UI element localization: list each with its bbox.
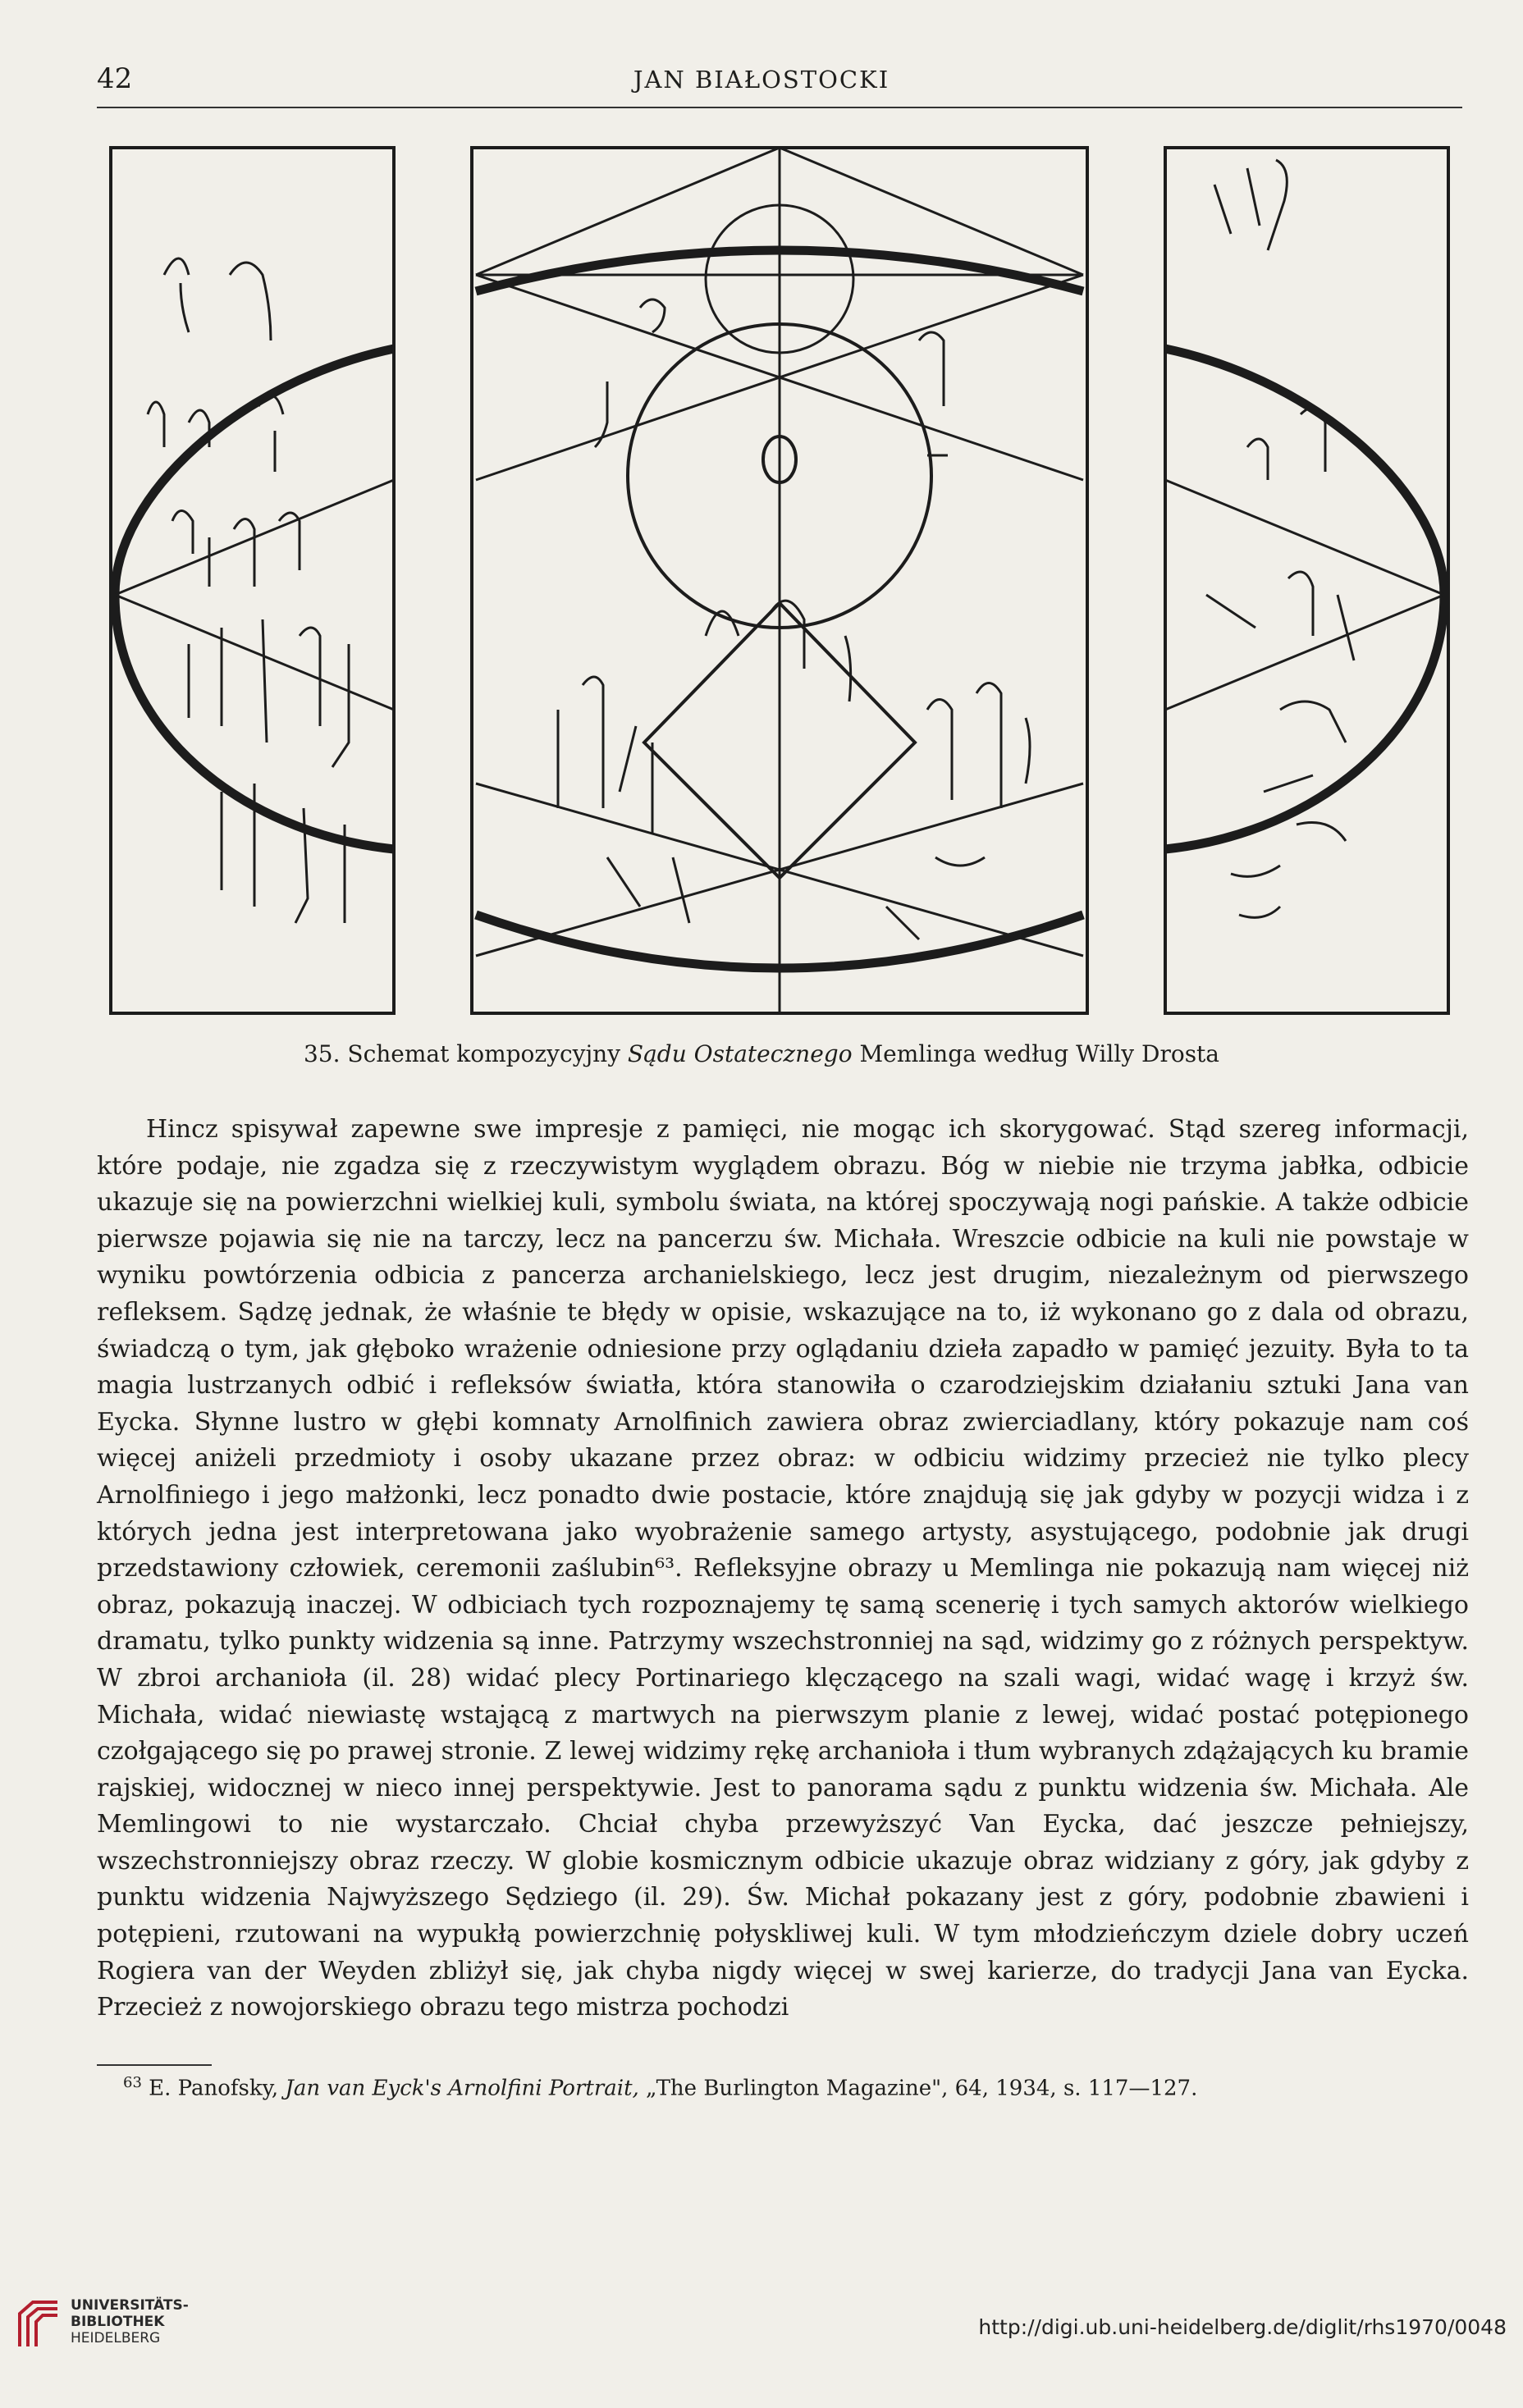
library-logo-icon [15,2297,62,2350]
running-head: JAN BIAŁOSTOCKI [633,66,890,94]
header-rule [97,107,1462,108]
footnote: $^{63}$ E. Panofsky, Jan van Eyck's Arnolfini Portrait, „The Burlington Magazine", 64, 1934, s. 117—127. [123,2074,1198,2101]
page-number: 42 [97,62,133,95]
center-panel [472,148,1087,1013]
composition-diagram [98,135,1461,1021]
right-panel [1165,148,1448,1013]
source-url[interactable]: http://digi.ub.uni-heidelberg.de/diglit/rhs1970/0048 [978,2315,1507,2339]
paragraph: Hincz spisywał zapewne swe impresje z pamięci, nie mogąc ich skorygować. Stąd szereg informacji, które podaje, nie zgadza się z rzeczywistym wyglądem obrazu. Bóg w niebie nie trzyma jabłka, odbicie ukazuje się na powierzchni wielkiej kuli, symbolu świata, na której spoczywają nogi pańskie. A także odbicie pierwsze pojawia się nie na tarczy, lecz na pancerzu św. Michała. Wreszcie odbicie na kuli nie powstaje w wyniku powtórzenia odbicia z pancerza archanielskiego, lecz jest drugim, niezależnym od pierwszego refleksem. Sądzę jednak, że właśnie te błędy w opisie, wskazujące na to, iż wykonano go z dala od obrazu, świadczą o tym, jak głęboko wrażenie odniesione przy oglądaniu dzieła zapadło w pamięć jezuity. Była to ta magia lustrzanych odbić i refleksów światła, która stanowiła o czarodziejskim działaniu sztuki Jana van Eycka. Słynne lustro w głębi komnaty Arnolfinich zawiera obraz zwierciadlany, który pokazuje nam coś więcej aniżeli przedmioty i osoby ukazane przez obraz: w odbiciu widzimy przecież nie tylko plecy Arnolfiniego i jego małżonki, lecz ponadto dwie postacie, które znajdują się jak gdyby w pozycji widza i z których jedna jest interpretowana jako wyobrażenie samego artysty, asystującego, podobnie jak drugi przedstawiony człowiek, ceremonii zaślubin⁶³. Refleksyjne obrazy u Memlinga nie pokazują nam więcej niż obraz, pokazują inaczej. W odbiciach tych rozpoznajemy tę samą scenerię i tych samych aktorów wielkiego dramatu, tylko punkty widzenia są inne. Patrzymy wszechstronniej na sąd, widzimy go z różnych perspektyw. W zbroi archanioła (il. 28) widać plecy Portinariego klęczącego na szali wagi, widać wagę i krzyż św. Michała, widać niewiastę wstającą z martwych na pierwszym planie z lewej, widać postać potępionego czołgającego się po prawej stronie. Z lewej widzimy rękę archanioła i tłum wybranych zdążających ku bramie rajskiej, widocznej w nieco innej perspektywie. Jest to panorama sądu z punktu widzenia św. Michała. Ale Memlingowi to nie wystarczało. Chciał chyba przewyższyć Van Eycka, dać jeszcze pełniejszy, wszechstronniejszy obraz rzeczy. W globie kosmicznym odbicie ukazuje obraz widziany z góry, jak gdyby z punktu widzenia Najwyższego Sędziego (il. 29). Św. Michał pokazany jest z góry, podobnie zbawieni i potępieni, rzutowani na wypukłą powierzchnię połyskliwej kuli. W tym młodzieńczym dziele dobry uczeń Rogiera van der Weyden zbliżył się, jak chyba nigdy więcej w swej karierze, do tradycji Jana van Eycka. Przecież z nowojorskiego obrazu tego mistrza pochodzi [97,1115,1469,2022]
left-panel [111,148,394,1013]
body-text [97,1112,1469,2026]
figure-caption: 35. Schemat kompozycyjny Sądu Ostatecznego Memlinga według Willy Drosta [303,1040,1220,1067]
footnote-rule [97,2064,212,2066]
library-logo[interactable]: UNIVERSITÄTS- BIBLIOTHEK HEIDELBERG [15,2297,189,2350]
